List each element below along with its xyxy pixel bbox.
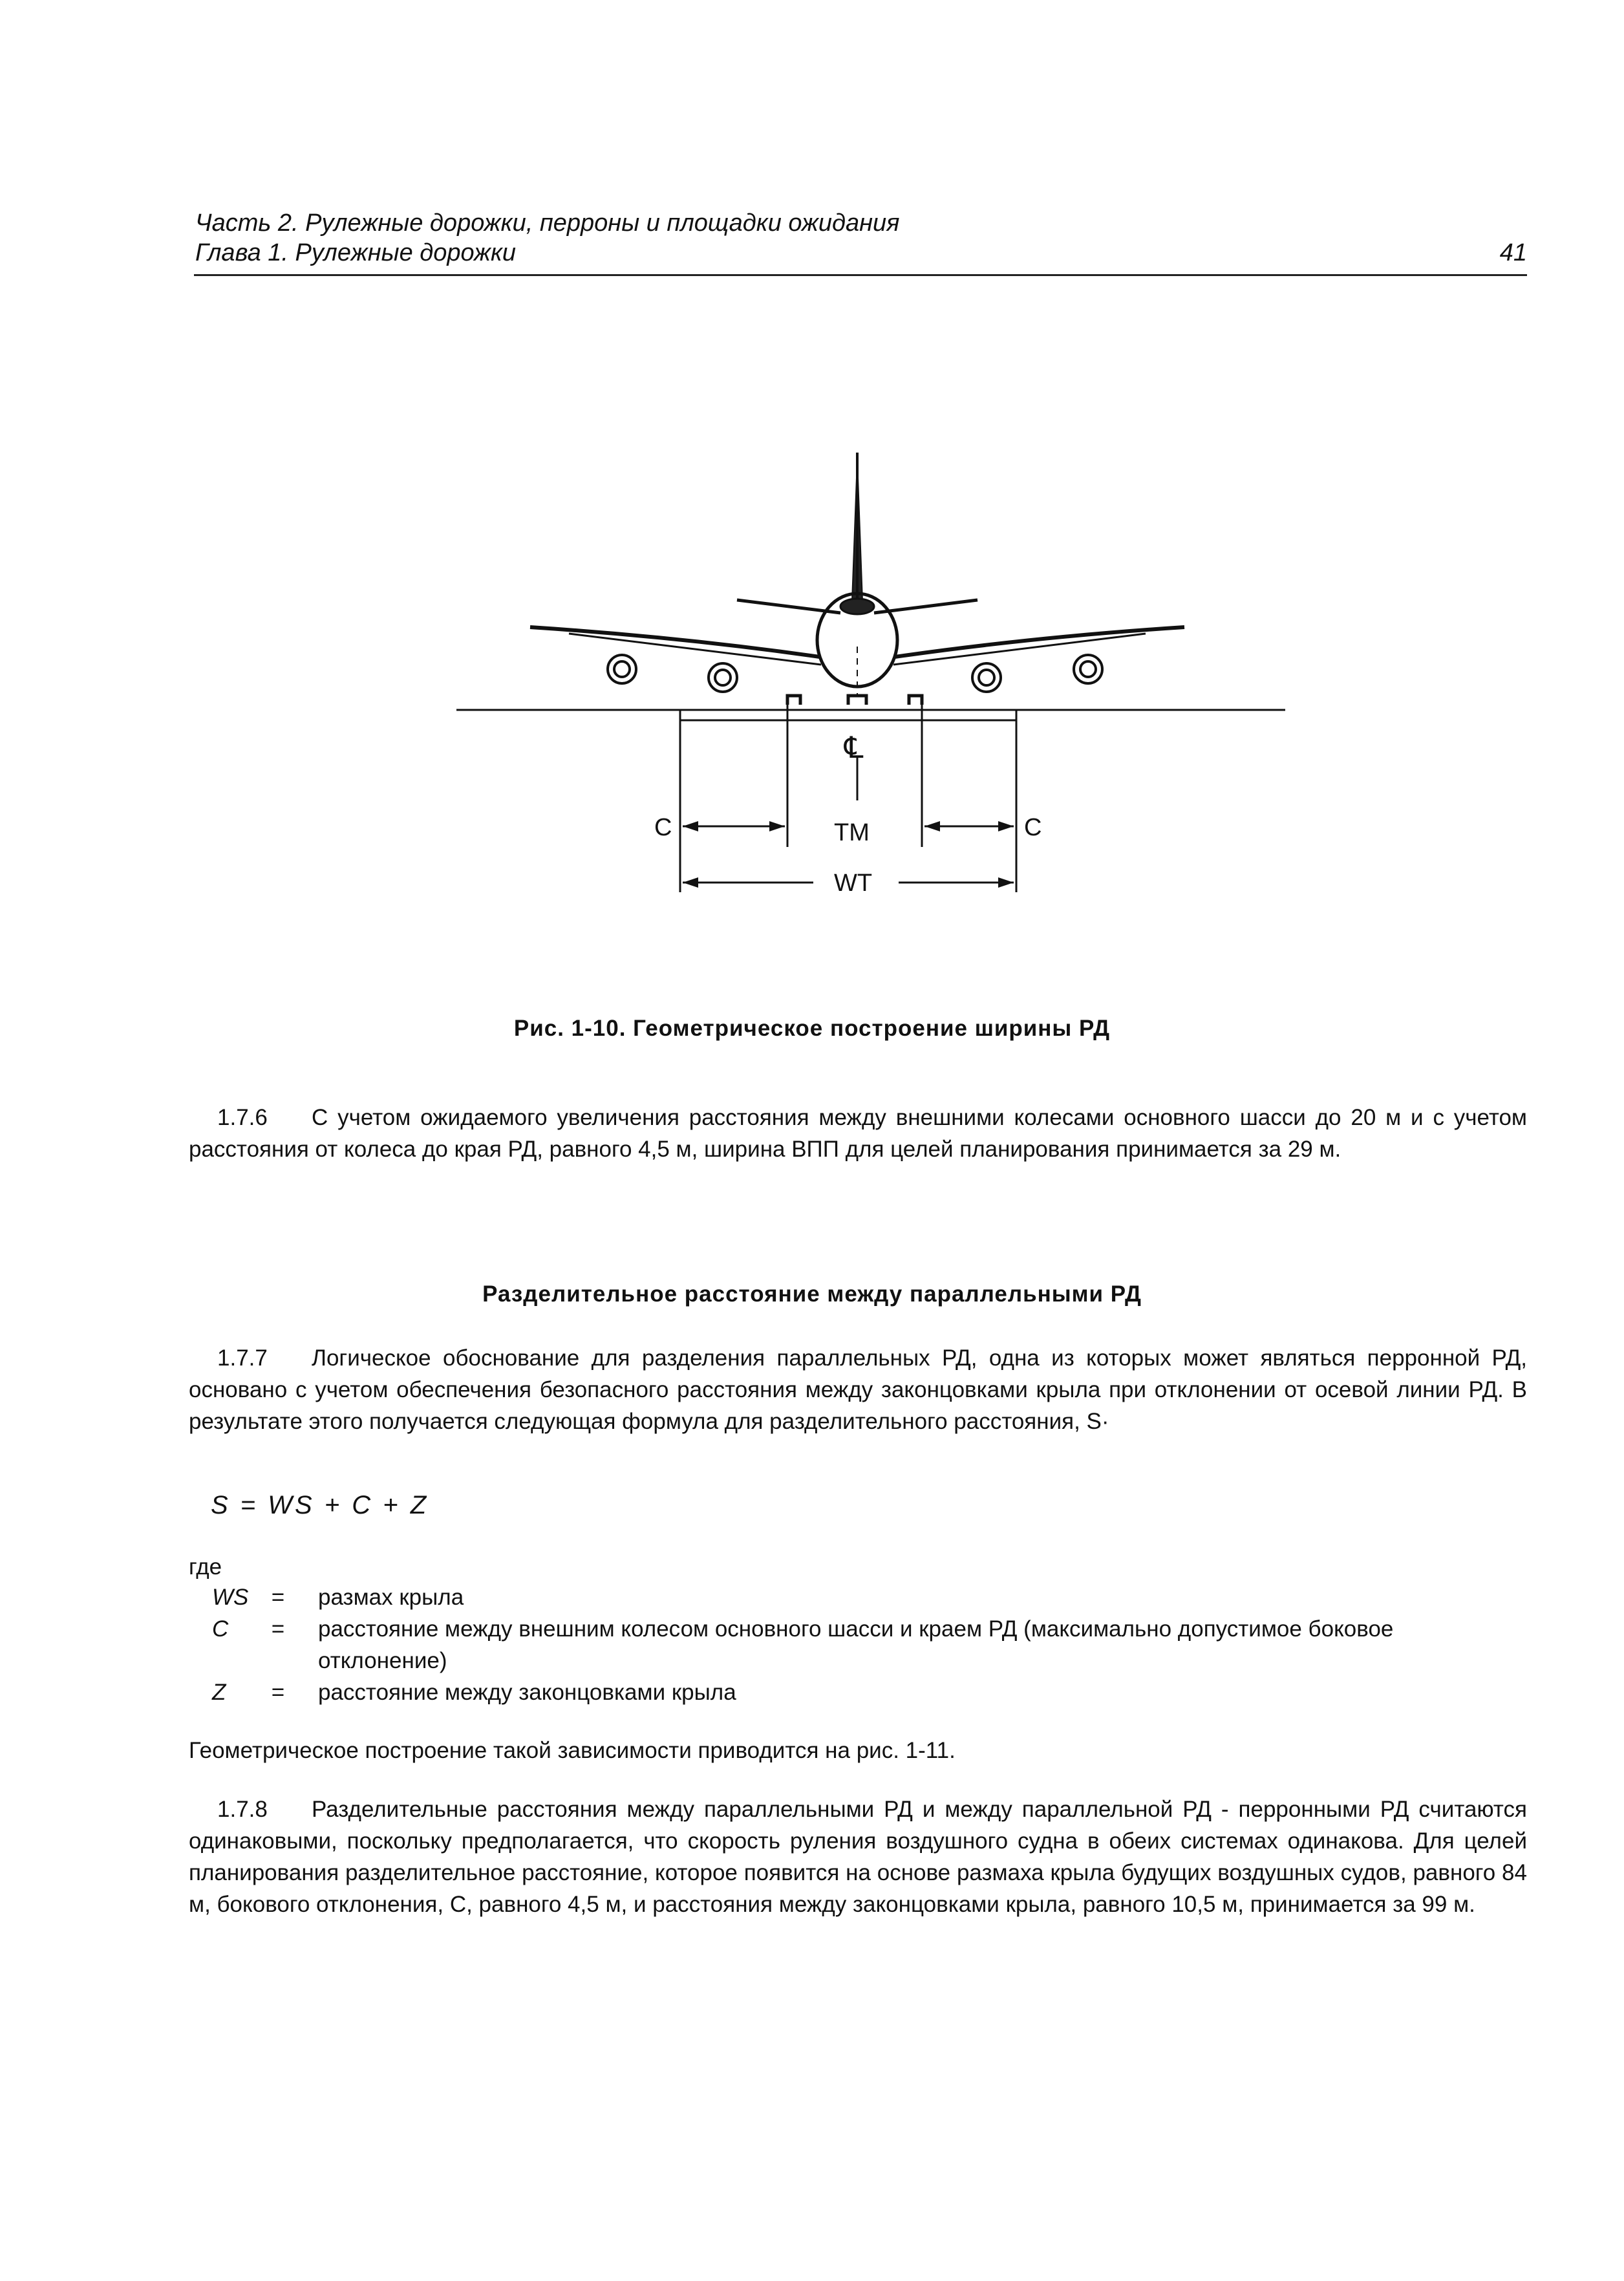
paragraph-text: Логическое обоснование для разделения параллельных РД, одна из которых может являться перронной РД, основано с учетом обеспечения безопасного расстояния между законцовками крыла при отклонении от осевой линии РД. В результате этого получается следующая формула для разделительного расстояния, S· — [189, 1345, 1527, 1434]
paragraph-number: 1.7.6 — [217, 1105, 268, 1130]
where-label: где — [189, 1554, 222, 1580]
running-header-chapter: Глава 1. Рулежные дорожки — [195, 239, 517, 266]
landing-gear — [787, 696, 922, 705]
paragraph-number: 1.7.8 — [217, 1797, 268, 1822]
taxiway-pavement — [680, 710, 1016, 720]
definition-symbol: C — [212, 1616, 229, 1642]
paragraph-1-7-7 — [189, 1342, 1527, 1437]
definition-text: расстояние между законцовками крыла — [318, 1680, 736, 1705]
paragraph-text: Разделительные расстояния между параллельными РД и между параллельной РД - перронными РД считаются одинаковыми, поскольку предполагается, что скорость руления воздушного судна в обеих системах одинакова. Для целей планирования разделительное расстояние, которое появится на основе размаха крыла будущих воздушных судов, равного 84 м, бокового отклонения, С, равного 4,5 м, и расстояния между законцовками крыла, равного 10,5 м, принимается за 99 м. — [189, 1797, 1527, 1917]
separation-formula: S = WS + C + Z — [211, 1491, 429, 1519]
label-wt: WT — [834, 870, 873, 897]
definition-text: расстояние между внешним колесом основного шасси и краем РД (максимально допустимое боковое отклонение) — [318, 1616, 1394, 1673]
paragraph-1-7-8 — [189, 1794, 1527, 1920]
definition-text: размах крыла — [318, 1585, 464, 1610]
definition-equals: = — [271, 1585, 285, 1610]
paragraph-text: С учетом ожидаемого увеличения расстояния между внешними колесами основного шасси до 20 м и с учетом расстояния от колеса до края РД, равного 4,5 м, ширина ВПП для целей планирования принимается за 29 м. — [189, 1105, 1527, 1162]
aircraft-taxiway-diagram — [0, 0, 1624, 937]
definition-equals: = — [271, 1680, 285, 1705]
figure-reference-sentence: Геометрическое построение такой зависимости приводится на рис. 1-11. — [189, 1738, 956, 1763]
figure-caption: Рис. 1-10. Геометрическое построение ширины РД — [513, 1016, 1111, 1041]
section-heading: Разделительное расстояние между параллельными РД — [482, 1281, 1142, 1307]
page-number: 41 — [1499, 239, 1527, 266]
paragraph-1-7-6 — [189, 1102, 1527, 1165]
definition-symbol: Z — [212, 1680, 226, 1705]
definition-symbol: WS — [212, 1585, 249, 1610]
label-tm: TM — [834, 819, 870, 846]
definition-equals: = — [271, 1616, 285, 1642]
label-c-left: C — [654, 814, 672, 841]
label-c-right: C — [1024, 814, 1042, 841]
paragraph-number: 1.7.7 — [217, 1345, 268, 1371]
label-centerline: ℄ — [844, 731, 864, 764]
running-header-part: Часть 2. Рулежные дорожки, перроны и площадки ожидания — [195, 209, 900, 237]
